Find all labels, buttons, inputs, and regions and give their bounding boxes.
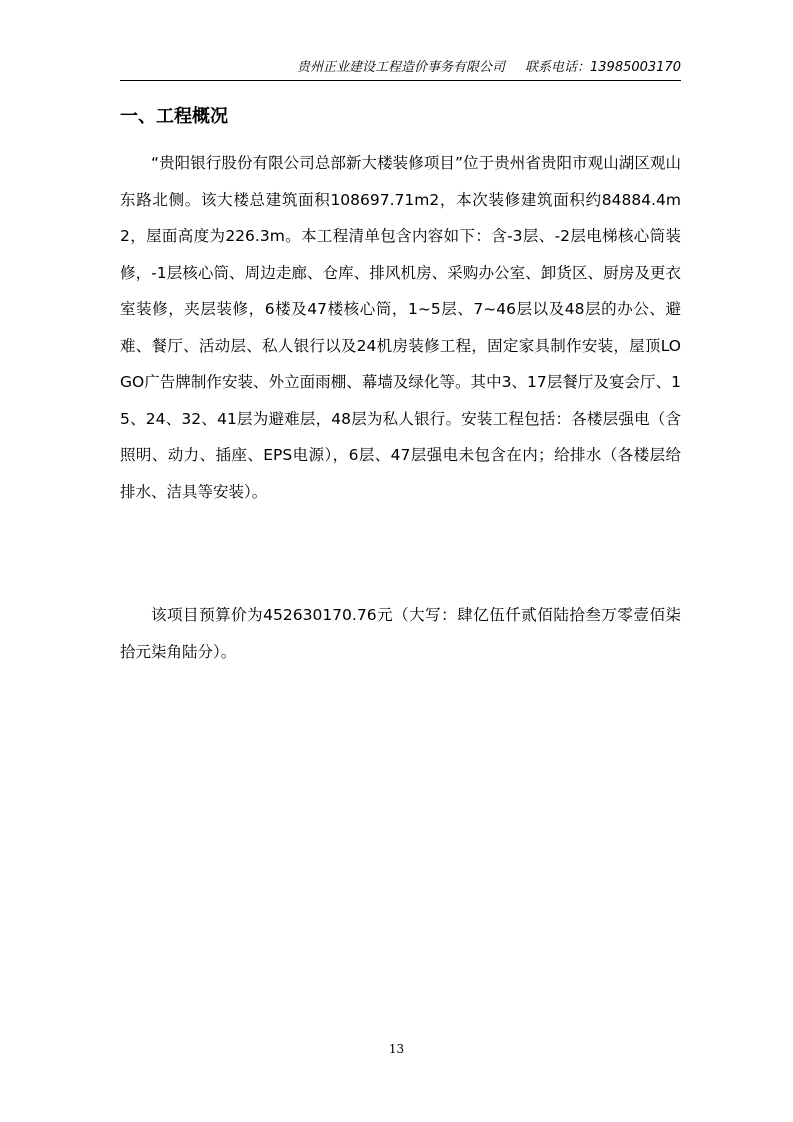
page-header — [120, 58, 681, 78]
header-phone-number: 13985003170 — [590, 60, 681, 75]
header-contact-label: 联系电话： — [525, 60, 591, 75]
header-divider — [120, 80, 681, 81]
header-company-name: 贵州正业建设工程造价事务有限公司 — [296, 60, 505, 75]
budget-paragraph: 该项目预算价为452630170.76元（大写：肆亿伍仟贰佰陆拾叁万零壹佰柒拾元柒角陆分）。 — [120, 606, 681, 661]
page-number: 13 — [388, 1042, 405, 1056]
project-overview-paragraph: “贵阳银行股份有限公司总部新大楼装修项目”位于贵州省贵阳市观山湖区观山东路北侧。该大楼总建筑面积108697.71m2，本次装修建筑面积约84884.4m2，屋面高度为226.3m。本工程清单包含内容如下：含-3层、-2层电梯核心筒装修，-1层核心筒、周边走廊、仓库、排风机房、采购办公室、卸货区、厨房及更衣室装修，夹层装修，6楼及47楼核心筒，1~5层、7~46层以及48层的办公、避难、餐厅、活动层、私人银行以及24机房装修工程，固定家具制作安装，屋顶LOGO广告牌制作安装、外立面雨棚、幕墙及绿化等。其中3、17层餐厅及宴会厅、15、24、32、41层为避难层，48层为私人银行。安装工程包括：各楼层强电（含照明、动力、插座、EPS电源），6层、47层强电未包含在内；给排水（各楼层给排水、洁具等安装）。 — [120, 154, 681, 501]
section-title: 一、工程概况 — [120, 106, 228, 127]
